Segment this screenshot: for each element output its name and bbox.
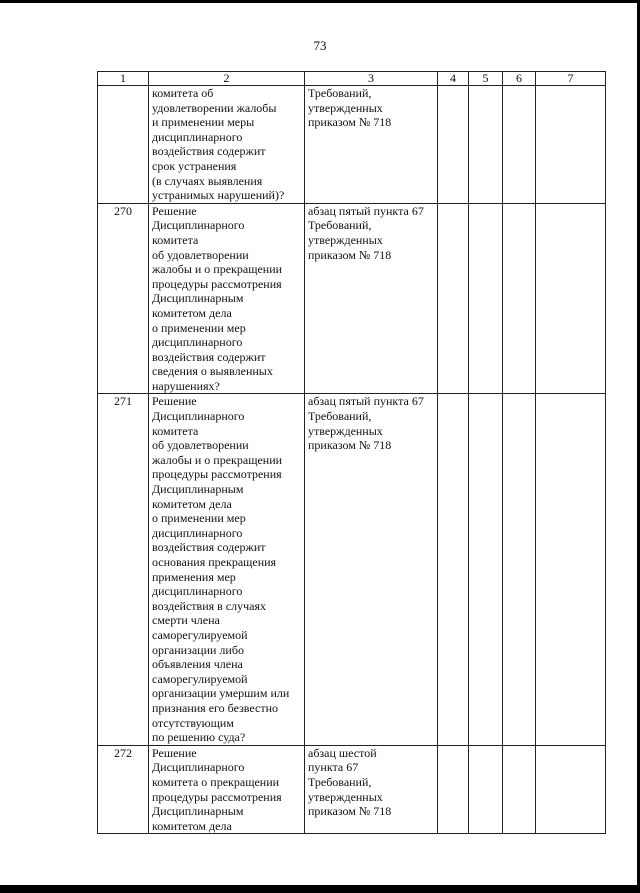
requirement-line: отсутствующим	[152, 715, 234, 730]
reference-line: абзац шестой	[308, 745, 377, 760]
requirement-line: удовлетворении жалобы	[152, 100, 277, 115]
reference-line: приказом № 718	[308, 115, 392, 130]
column-header: 5	[469, 72, 503, 86]
reference-line: утвержденных	[308, 100, 383, 115]
requirement-line: применения мер	[152, 569, 236, 584]
requirement-line: и применении меры	[152, 115, 255, 130]
reference-line: утвержденных	[308, 789, 383, 804]
requirement-line: Дисциплинарного	[152, 409, 245, 424]
requirement-line: об удовлетворении	[152, 247, 249, 262]
requirement-line: саморегулируемой	[152, 671, 248, 686]
column-header: 3	[305, 72, 438, 86]
requirement-line: жалобы и о прекращении	[152, 262, 283, 277]
reference-line: утвержденных	[308, 423, 383, 438]
answer-cell-col-7[interactable]	[536, 745, 606, 834]
requirement-line: комитетом дела	[152, 496, 232, 511]
requirement-line: комитета об	[152, 86, 214, 100]
answer-cell-col-5[interactable]	[469, 394, 503, 745]
requirement-line: комитета	[152, 232, 199, 247]
requirement-line: по решению суда?	[152, 730, 246, 745]
column-header: 7	[536, 72, 606, 86]
reference-line: пункта 67	[308, 760, 359, 775]
requirement-line: воздействия содержит	[152, 144, 266, 159]
requirement-line: комитетом дела	[152, 818, 232, 833]
table-row	[98, 745, 606, 834]
requirement-line: воздействия содержит	[152, 349, 266, 364]
requirement-line: дисциплинарного	[152, 129, 243, 144]
requirement-cell	[149, 86, 305, 204]
requirement-line: срок устранения	[152, 158, 237, 173]
header-row	[98, 72, 606, 86]
answer-cell-col-7[interactable]	[536, 203, 606, 394]
requirement-line: признания его безвестно	[152, 700, 279, 715]
answer-cell-col-7[interactable]	[536, 86, 606, 204]
requirement-line: объявления члена	[152, 657, 243, 672]
requirement-line: (в случаях выявления	[152, 173, 263, 188]
requirement-line: жалобы и о прекращении	[152, 452, 283, 467]
table-row	[98, 86, 606, 204]
requirement-line: сведения о выявленных	[152, 364, 273, 379]
table-row	[98, 394, 606, 745]
requirement-line: о применении мер	[152, 511, 246, 526]
row-number: 270	[98, 203, 149, 394]
answer-cell-col-6[interactable]	[503, 745, 536, 834]
answer-cell-col-5[interactable]	[469, 745, 503, 834]
requirement-line: об удовлетворении	[152, 438, 249, 453]
requirement-line: процедуры рассмотрения	[152, 276, 282, 291]
requirement-line: о применении мер	[152, 320, 246, 335]
row-number: 272	[98, 745, 149, 834]
requirement-line: саморегулируемой	[152, 627, 248, 642]
table-body	[98, 86, 606, 834]
page-number: 73	[313, 38, 327, 53]
requirement-line: Дисциплинарным	[152, 482, 244, 497]
reference-line: абзац пятый пункта 67	[308, 394, 424, 409]
column-header: 1	[98, 72, 149, 86]
reference-line: приказом № 718	[308, 804, 392, 819]
requirement-line: Дисциплинарным	[152, 291, 244, 306]
requirement-line: дисциплинарного	[152, 335, 243, 350]
answer-cell-col-6[interactable]	[503, 86, 536, 204]
requirement-line: организации либо	[152, 642, 244, 657]
column-header: 2	[149, 72, 305, 86]
reference-cell	[305, 86, 438, 204]
requirement-line: Дисциплинарного	[152, 218, 245, 233]
requirement-line: Решение	[152, 394, 197, 409]
answer-cell-col-6[interactable]	[503, 203, 536, 394]
requirement-line: Решение	[152, 203, 197, 218]
requirement-line: дисциплинарного	[152, 584, 243, 599]
requirement-line: Дисциплинарного	[152, 760, 245, 775]
reference-line: утвержденных	[308, 232, 383, 247]
reference-cell	[305, 745, 438, 834]
reference-line: Требований,	[308, 218, 372, 233]
reference-line: Требований,	[308, 86, 372, 100]
requirement-line: воздействия в случаях	[152, 598, 266, 613]
requirement-line: нарушениях?	[152, 378, 220, 393]
requirement-line: комитетом дела	[152, 305, 232, 320]
reference-line: Требований,	[308, 409, 372, 424]
reference-cell	[305, 203, 438, 394]
requirement-line: смерти члена	[152, 613, 220, 628]
answer-cell-col-7[interactable]	[536, 394, 606, 745]
requirement-cell	[149, 745, 305, 834]
answer-cell-col-5[interactable]	[469, 203, 503, 394]
requirement-line: Дисциплинарным	[152, 804, 244, 819]
answer-cell-col-4[interactable]	[438, 86, 469, 204]
requirement-cell	[149, 394, 305, 745]
reference-line: приказом № 718	[308, 247, 392, 262]
answer-cell-col-6[interactable]	[503, 394, 536, 745]
requirement-cell	[149, 203, 305, 394]
requirement-line: воздействия содержит	[152, 540, 266, 555]
column-header: 4	[438, 72, 469, 86]
requirement-line: комитета	[152, 423, 199, 438]
checklist-table	[97, 71, 606, 834]
requirement-line: устранимых нарушений)?	[152, 188, 285, 203]
requirement-line: основания прекращения	[152, 555, 277, 569]
row-number: 271	[98, 394, 149, 745]
scan-edge-bottom	[0, 885, 640, 893]
reference-line: абзац пятый пункта 67	[308, 203, 424, 218]
reference-cell	[305, 394, 438, 745]
requirement-line: комитета о прекращении	[152, 774, 280, 789]
reference-line: приказом № 718	[308, 438, 392, 453]
answer-cell-col-4[interactable]	[438, 394, 469, 745]
column-header: 6	[503, 72, 536, 86]
table-row	[98, 203, 606, 394]
answer-cell-col-4[interactable]	[438, 745, 469, 834]
requirement-line: организации умершим или	[152, 686, 290, 701]
requirement-line: дисциплинарного	[152, 525, 243, 540]
scan-edge-top	[0, 0, 640, 3]
requirement-line: процедуры рассмотрения	[152, 467, 282, 482]
requirement-line: Решение	[152, 745, 197, 760]
row-number	[98, 86, 149, 204]
requirement-line: процедуры рассмотрения	[152, 789, 282, 804]
answer-cell-col-5[interactable]	[469, 86, 503, 204]
answer-cell-col-4[interactable]	[438, 203, 469, 394]
reference-line: Требований,	[308, 774, 372, 789]
